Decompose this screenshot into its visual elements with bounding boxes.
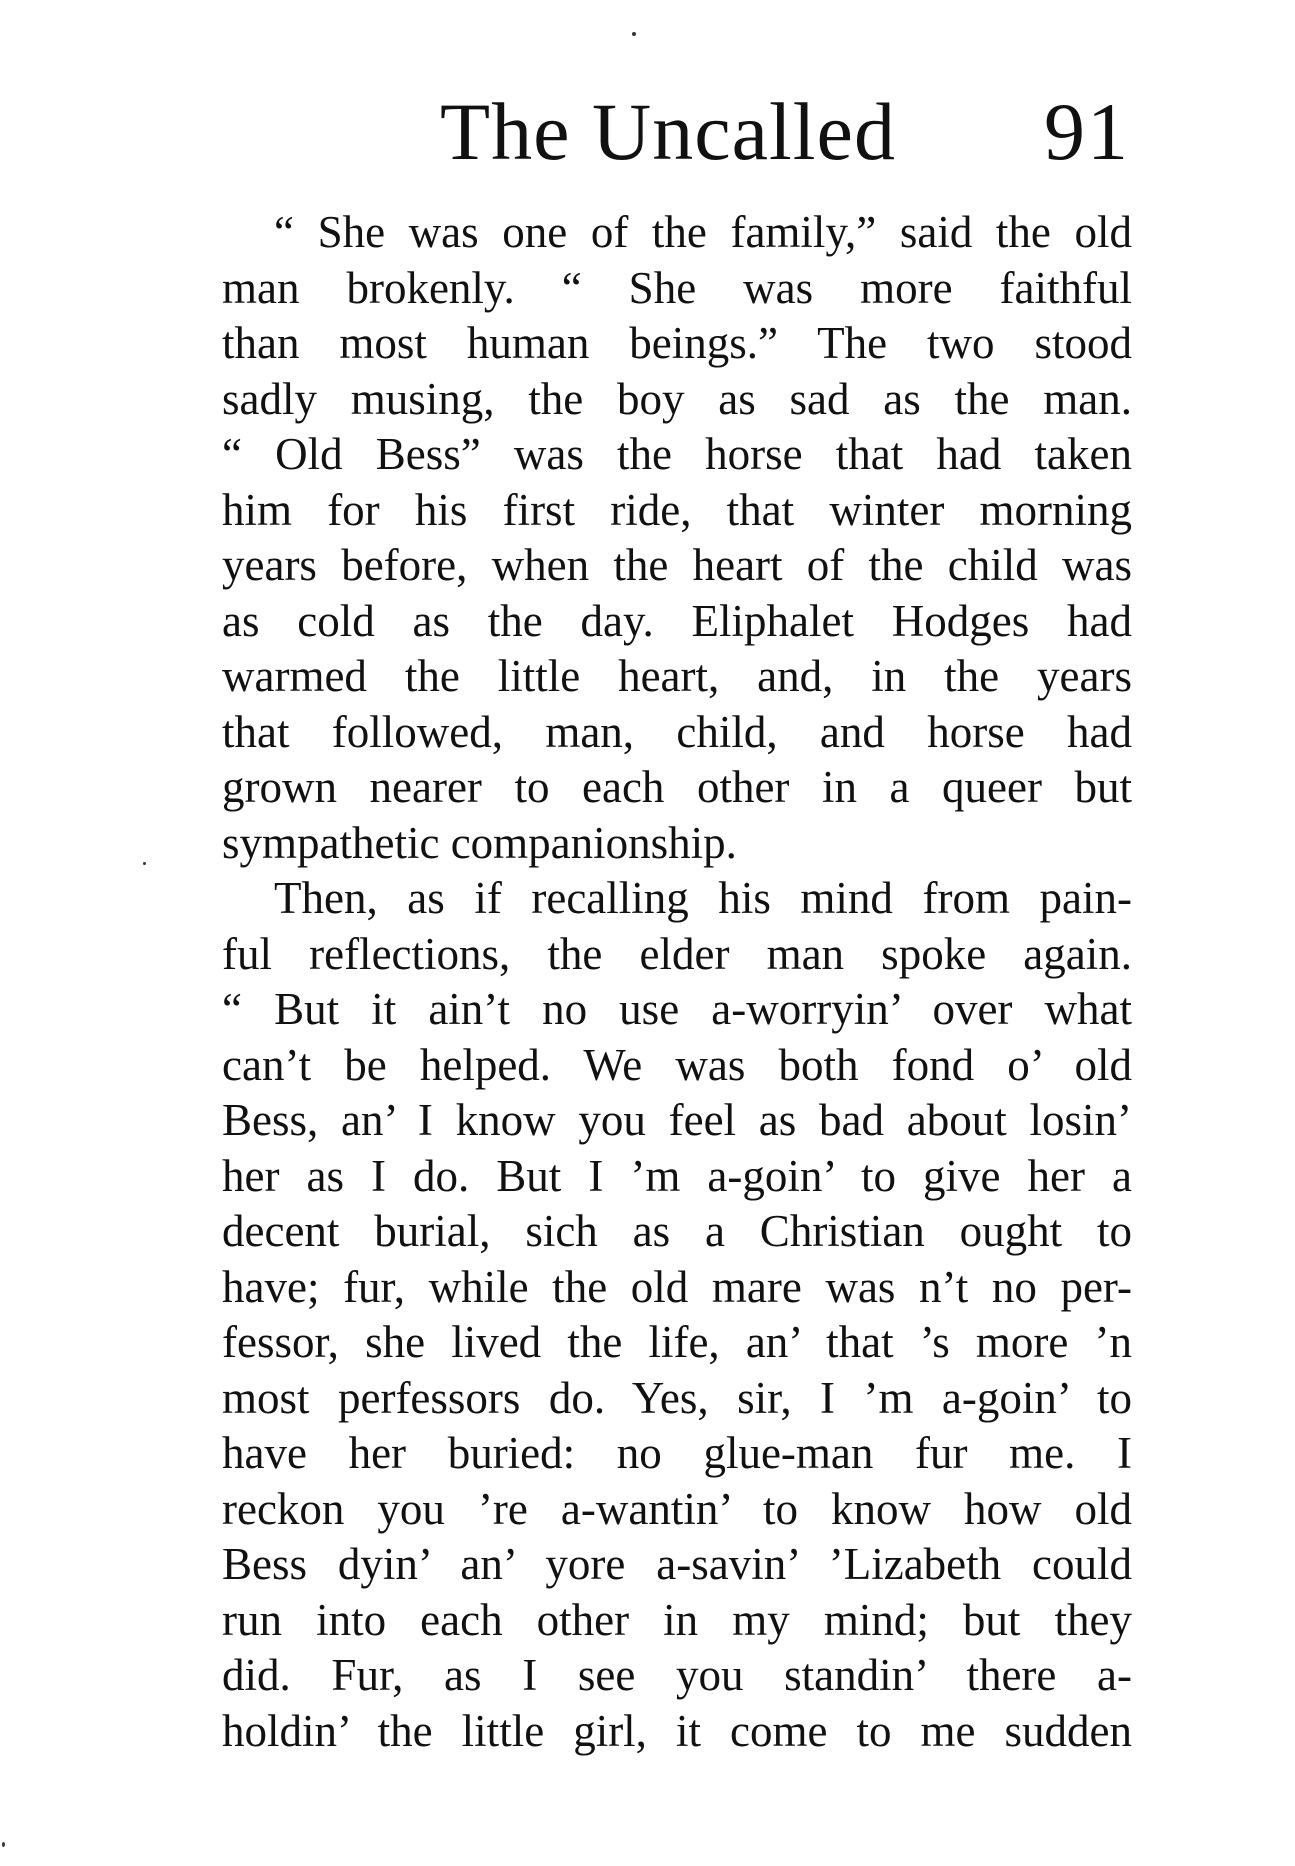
text-line: Bess dyin’ an’ yore a-savin’ ’Lizabeth could bbox=[222, 1539, 1132, 1589]
text-line: holdin’ the little girl, it come to me sudden bbox=[222, 1705, 1132, 1756]
text-line: ful reflections, the elder man spoke again. bbox=[222, 928, 1132, 979]
text-line: that followed, man, child, and horse had bbox=[222, 706, 1132, 757]
text-line: decent burial, sich as a Christian ought to bbox=[222, 1206, 1132, 1256]
text-line: fessor, she lived the life, an’ that ’s more ’n bbox=[222, 1317, 1132, 1367]
scan-speck bbox=[632, 32, 636, 36]
text-line: sadly musing, the boy as sad as the man. bbox=[222, 373, 1132, 424]
text-line: Bess, an’ I know you feel as bad about losin’ bbox=[222, 1095, 1132, 1145]
text-line: him for his first ride, that winter morning bbox=[222, 484, 1132, 535]
text-line: grown nearer to each other in a queer but bbox=[222, 762, 1132, 812]
scan-speck bbox=[2, 1842, 5, 1847]
text-line: have; fur, while the old mare was n’t no per- bbox=[222, 1261, 1132, 1312]
text-line: man brokenly. “ She was more faithful bbox=[222, 262, 1132, 313]
text-line: sympathetic companionship. bbox=[222, 817, 737, 868]
running-title: The Uncalled bbox=[440, 86, 896, 177]
scan-speck bbox=[143, 862, 146, 865]
text-line: as cold as the day. Eliphalet Hodges had bbox=[222, 595, 1132, 646]
body-text bbox=[222, 205, 1132, 1759]
text-line: “ She was one of the family,” said the old bbox=[274, 207, 1132, 257]
page-number: 91 bbox=[1044, 86, 1130, 177]
text-line: most perfessors do. Yes, sir, I ’m a-goin’ to bbox=[222, 1372, 1132, 1423]
text-line: than most human beings.” The two stood bbox=[222, 318, 1132, 368]
text-line: did. Fur, as I see you standin’ there a- bbox=[222, 1650, 1132, 1700]
page-header bbox=[440, 82, 1130, 182]
text-line: warmed the little heart, and, in the years bbox=[222, 651, 1132, 701]
text-line: can’t be helped. We was both fond o’ old bbox=[222, 1039, 1132, 1090]
text-line: reckon you ’re a-wantin’ to know how old bbox=[222, 1483, 1132, 1534]
text-line: Then, as if recalling his mind from pain- bbox=[274, 873, 1132, 923]
text-line: “ But it ain’t no use a-worryin’ over what bbox=[222, 984, 1132, 1034]
text-line: “ Old Bess” was the horse that had taken bbox=[222, 429, 1132, 479]
text-line: have her buried: no glue-man fur me. I bbox=[222, 1428, 1132, 1478]
text-line: years before, when the heart of the child was bbox=[222, 540, 1132, 590]
text-line: her as I do. But I ’m a-goin’ to give her a bbox=[222, 1150, 1132, 1201]
text-line: run into each other in my mind; but they bbox=[222, 1594, 1132, 1645]
